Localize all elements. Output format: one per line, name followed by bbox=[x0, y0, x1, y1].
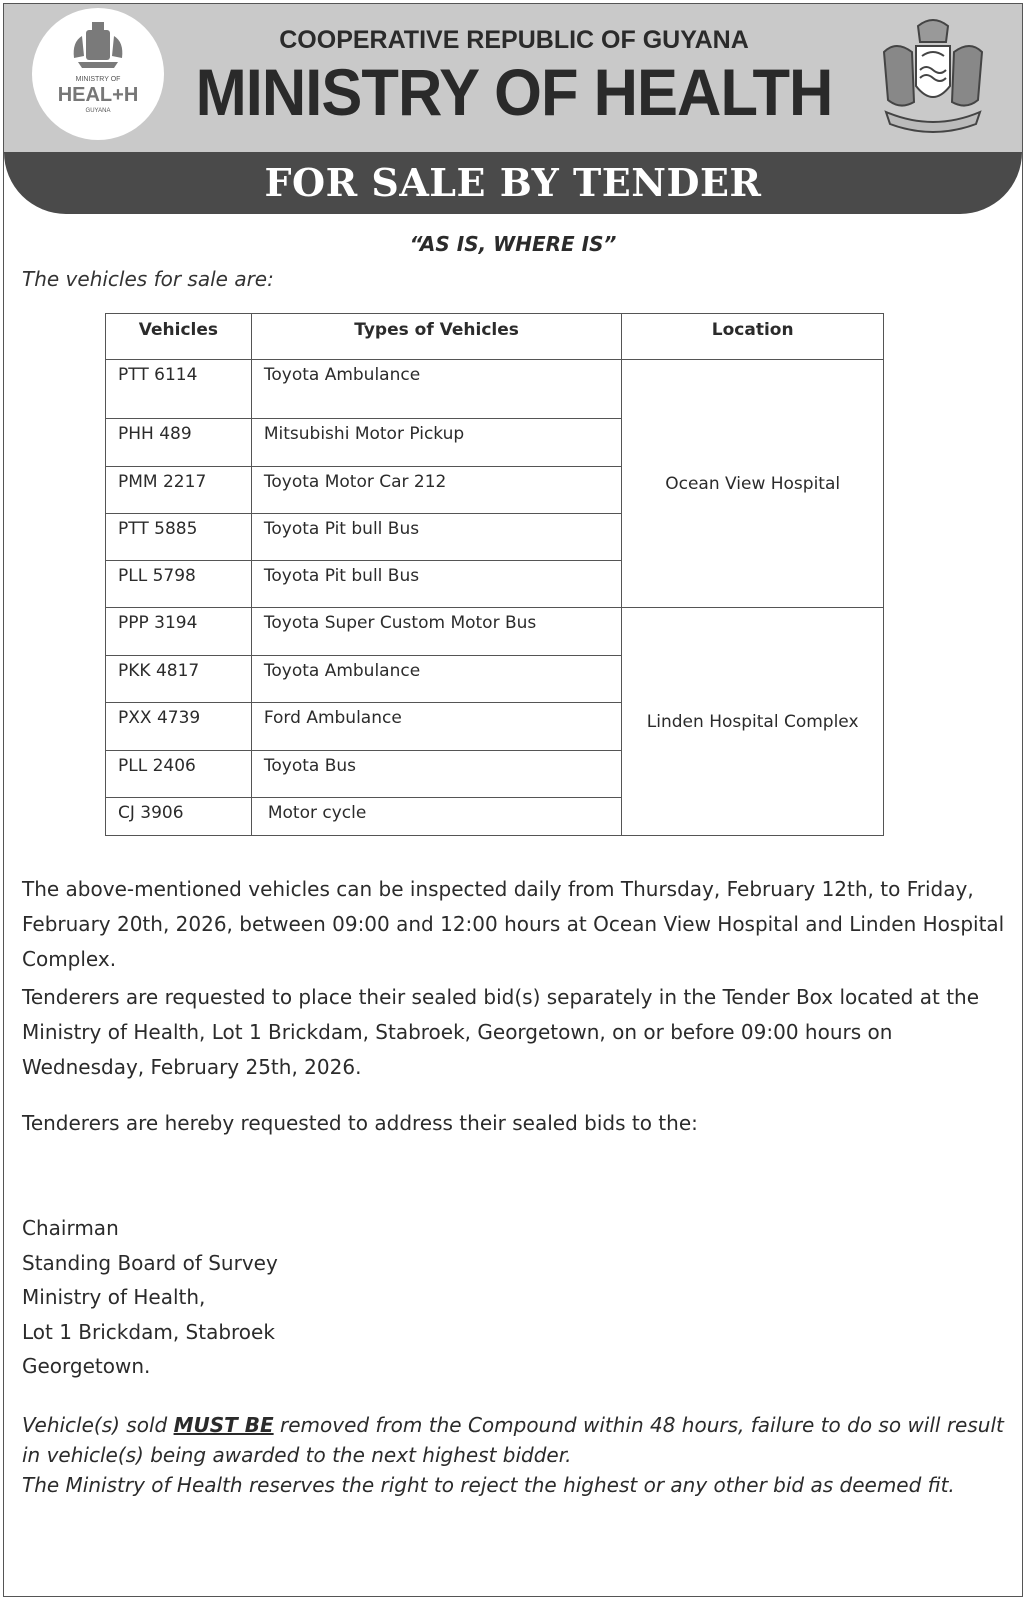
vehicle-plate: PPP 3194 bbox=[106, 608, 252, 656]
vehicle-plate: PXX 4739 bbox=[106, 703, 252, 751]
coat-of-arms bbox=[866, 12, 1001, 140]
address-line: Standing Board of Survey bbox=[22, 1250, 278, 1275]
footer-notes bbox=[22, 1410, 1017, 1500]
ministry-heading: MINISTRY OF HEALTH bbox=[195, 55, 833, 129]
removal-note-pre: Vehicle(s) sold bbox=[22, 1413, 174, 1437]
vehicle-type: Toyota Motor Car 212 bbox=[251, 467, 621, 514]
vehicle-plate: PLL 5798 bbox=[106, 561, 252, 608]
address-intro: Tenderers are hereby requested to address their sealed bids to the: bbox=[22, 1111, 698, 1135]
location-cell: Ocean View Hospital bbox=[622, 360, 884, 608]
vehicles-table bbox=[105, 313, 884, 836]
vehicle-type: Toyota Bus bbox=[251, 751, 621, 798]
vehicle-type: Mitsubishi Motor Pickup bbox=[251, 419, 621, 467]
ministry-of-health-logo bbox=[32, 8, 164, 140]
removal-note-post: removed from the Compound within 48 hours, failure to do so will result in vehicle(s) being awarded to the next highest bidder. bbox=[22, 1413, 1004, 1467]
header-location: Location bbox=[622, 314, 884, 360]
svg-text:GUYANA: GUYANA bbox=[85, 108, 111, 114]
header-band bbox=[4, 4, 1022, 153]
vehicle-type: Toyota Pit bull Bus bbox=[251, 561, 621, 608]
inspection-paragraph: The above-mentioned vehicles can be inspected daily from Thursday, February 12th, to Friday, February 20th, 2026, between 09:00 and 12:00 hours at Ocean View Hospital and Linden Hospital Complex. bbox=[22, 877, 1005, 971]
republic-heading: COOPERATIVE REPUBLIC OF GUYANA bbox=[279, 26, 749, 54]
intro-text: The vehicles for sale are: bbox=[22, 267, 274, 291]
vehicle-type: Toyota Ambulance bbox=[251, 360, 621, 419]
as-is-subtitle: “AS IS, WHERE IS” bbox=[409, 232, 617, 256]
vehicle-type: Toyota Pit bull Bus bbox=[251, 514, 621, 561]
removal-note bbox=[22, 1410, 1017, 1470]
vehicle-type: Toyota Ambulance bbox=[251, 656, 621, 703]
svg-text:HEAL+H: HEAL+H bbox=[57, 84, 139, 106]
vehicle-type: Toyota Super Custom Motor Bus bbox=[251, 608, 621, 656]
vehicle-plate: PTT 5885 bbox=[106, 514, 252, 561]
submission-paragraph: Tenderers are requested to place their sealed bid(s) separately in the Tender Box located at the Ministry of Health, Lot 1 Brickdam, Stabroek, Georgetown, on or before 09:00 hours on Wednesday, February 25th, 2026. bbox=[22, 985, 980, 1079]
address-line: Lot 1 Brickdam, Stabroek bbox=[22, 1319, 275, 1344]
vehicle-plate: PKK 4817 bbox=[106, 656, 252, 703]
address-block bbox=[22, 1211, 278, 1384]
header-vehicles: Vehicles bbox=[106, 314, 252, 360]
tender-banner bbox=[4, 152, 1022, 214]
vehicle-type: Motor cycle bbox=[251, 798, 621, 836]
table-row bbox=[106, 360, 884, 419]
tender-title: FOR SALE BY TENDER bbox=[264, 160, 762, 205]
must-be-emphasis: MUST BE bbox=[173, 1413, 274, 1437]
vehicle-plate: PLL 2406 bbox=[106, 751, 252, 798]
address-line: Ministry of Health, bbox=[22, 1285, 206, 1309]
health-logo-icon bbox=[32, 8, 164, 140]
reserve-right-note: The Ministry of Health reserves the right to reject the highest or any other bid as deemed fit. bbox=[22, 1473, 955, 1497]
vehicle-plate: CJ 3906 bbox=[106, 798, 252, 836]
svg-text:MINISTRY OF: MINISTRY OF bbox=[75, 76, 121, 83]
table-row bbox=[106, 608, 884, 656]
coat-of-arms-icon bbox=[866, 12, 1001, 140]
table-header-row bbox=[106, 314, 884, 360]
vehicle-type: Ford Ambulance bbox=[251, 703, 621, 751]
location-cell: Linden Hospital Complex bbox=[622, 608, 884, 836]
address-line: Chairman bbox=[22, 1216, 119, 1240]
header-types: Types of Vehicles bbox=[251, 314, 621, 360]
vehicle-plate: PMM 2217 bbox=[106, 467, 252, 514]
address-line: Georgetown. bbox=[22, 1354, 151, 1378]
vehicle-plate: PHH 489 bbox=[106, 419, 252, 467]
tender-notice bbox=[3, 3, 1023, 1597]
vehicle-plate: PTT 6114 bbox=[106, 360, 252, 419]
